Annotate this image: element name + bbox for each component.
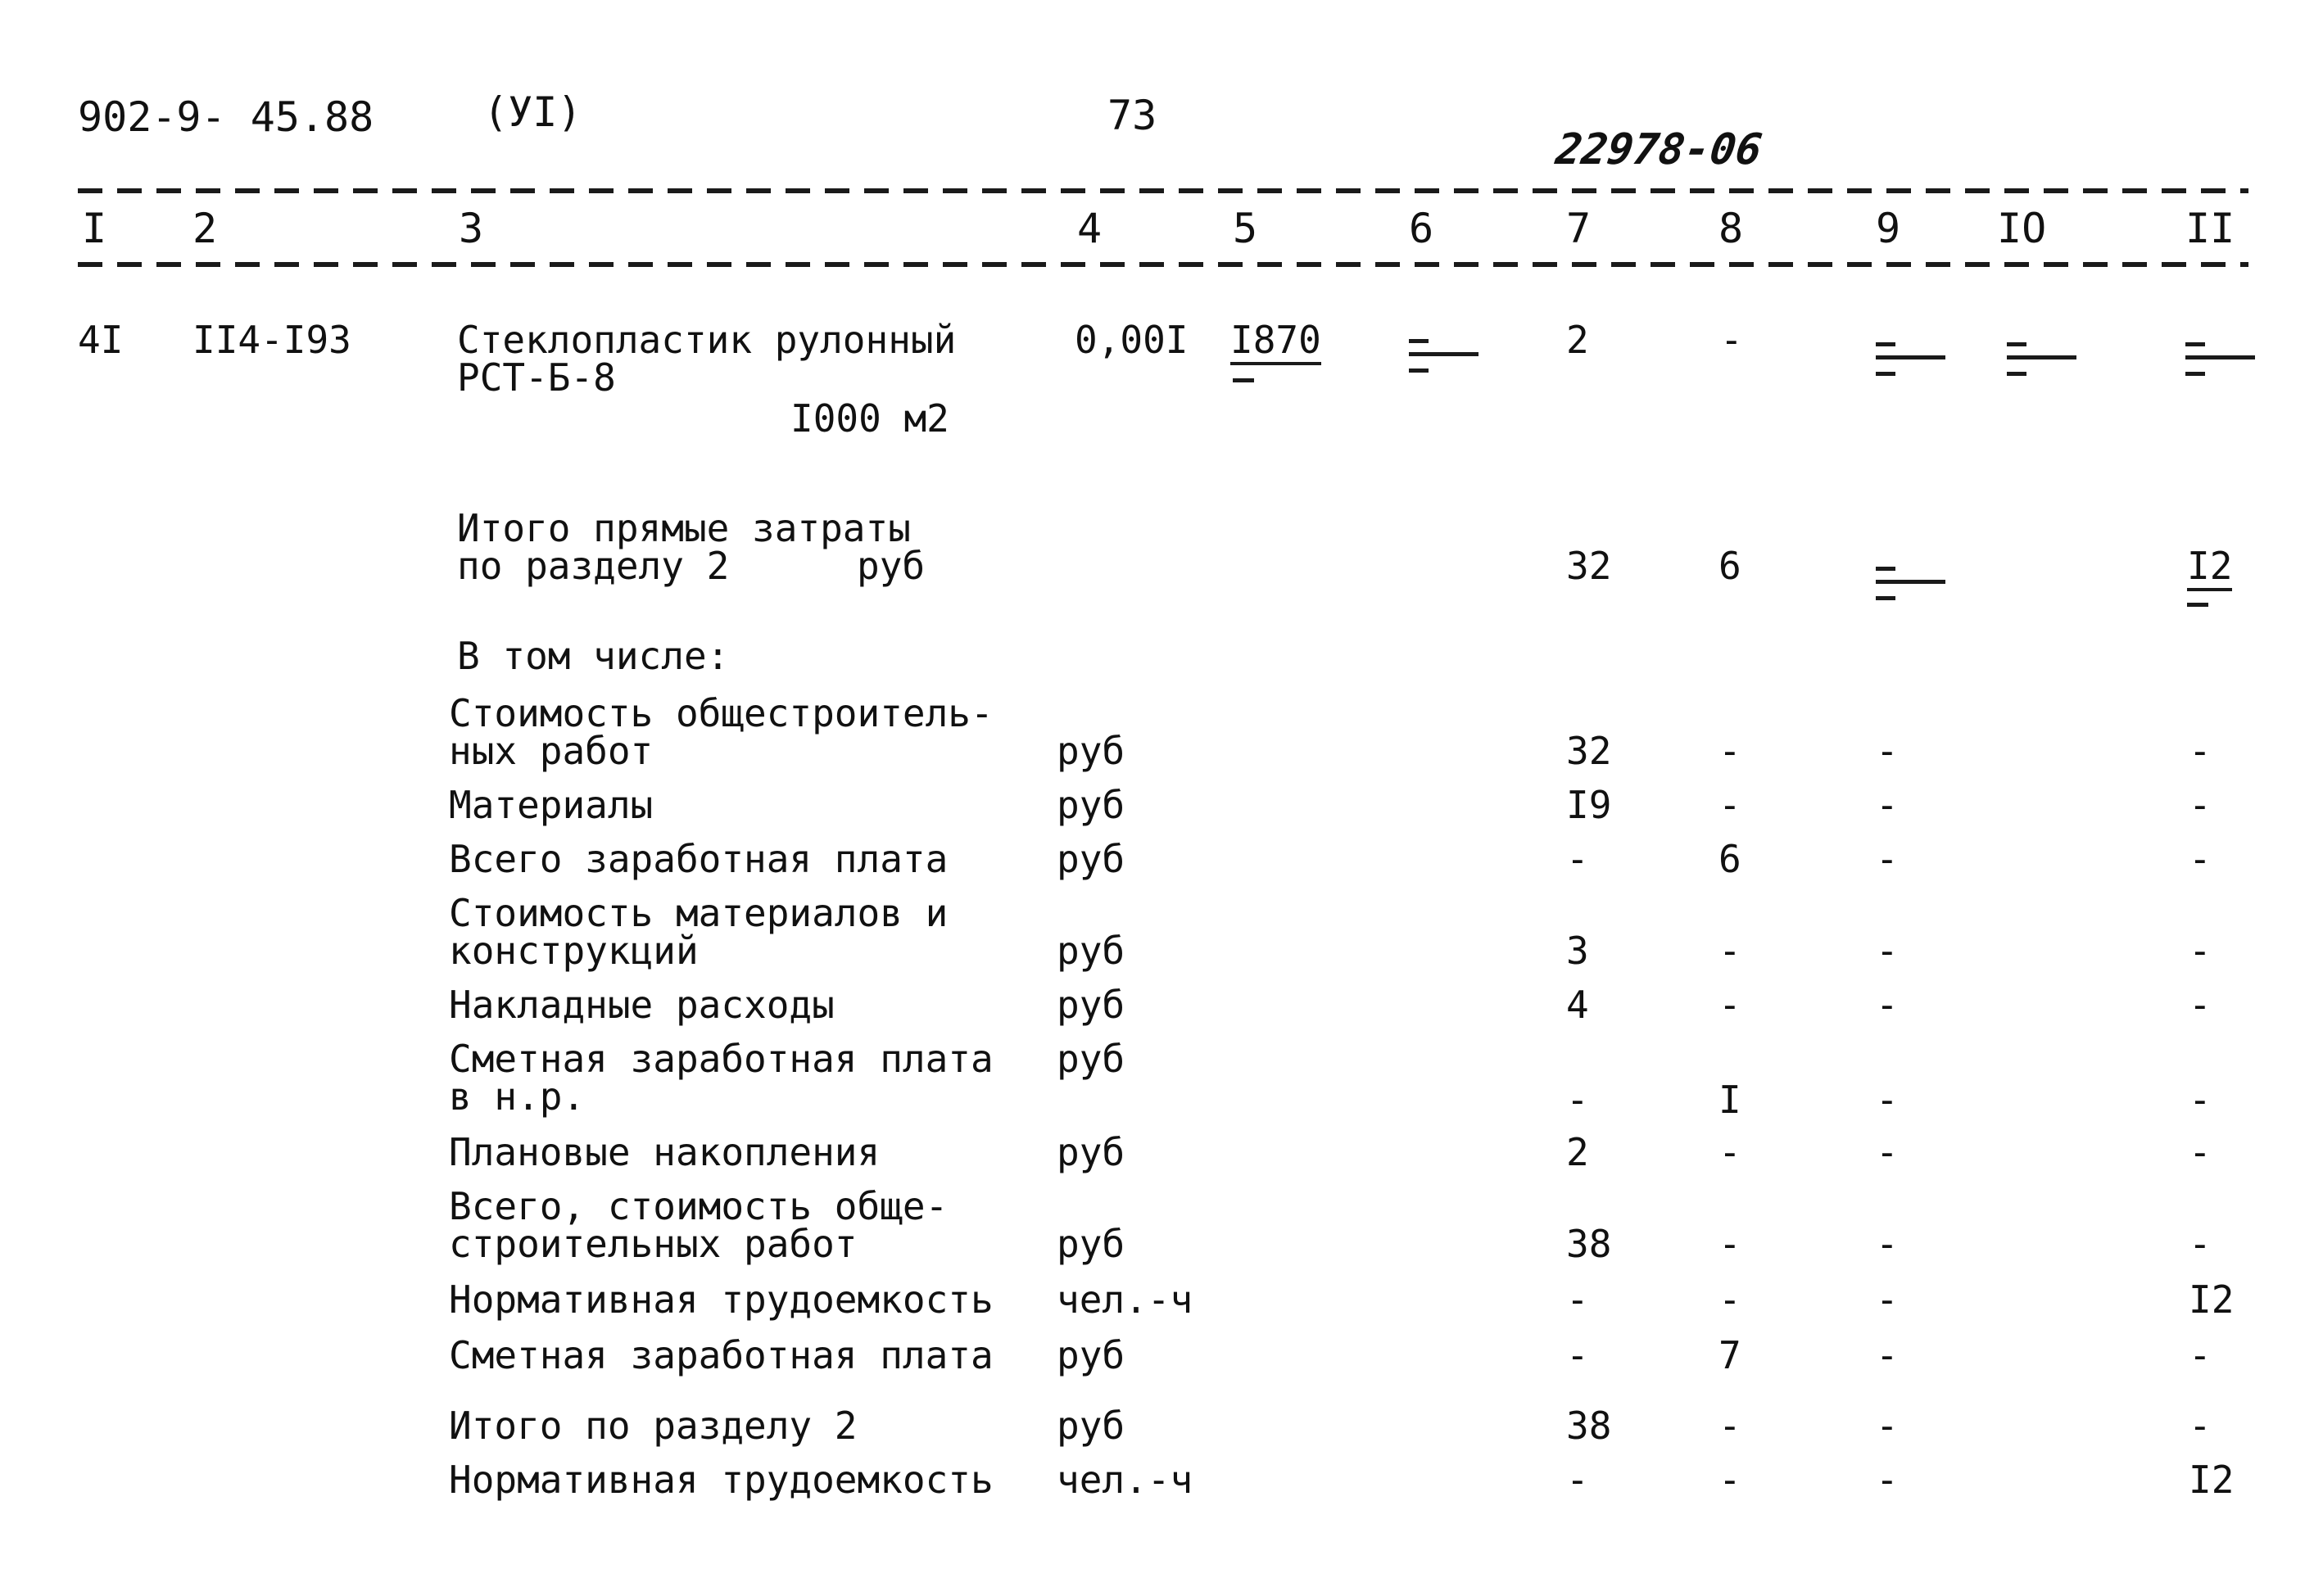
row-4-unit: руб: [1057, 929, 1125, 973]
row-8-name-line2: строительных работ: [449, 1222, 858, 1266]
col-header-4: 4: [1077, 205, 1103, 252]
row-9-col7: -: [1566, 1277, 1589, 1322]
row-2-col7: I9: [1566, 783, 1612, 827]
row-12-unit: чел.-ч: [1057, 1458, 1193, 1502]
total-direct-unit: руб: [857, 544, 926, 588]
stamp-number: 22978-06: [1552, 125, 1765, 174]
row-2-col8: -: [1718, 783, 1741, 827]
doc-code: 902-9- 45.88: [78, 93, 374, 141]
row-1-name-line1: Стоимость общестроитель-: [449, 691, 994, 735]
header-rule-bottom: [78, 262, 2248, 267]
doc-part: (УI): [483, 88, 582, 136]
col-header-1: I: [82, 205, 107, 252]
row-3-col9: -: [1876, 837, 1899, 881]
item-unit: I000 м2: [790, 396, 949, 441]
row-1-col7: 32: [1566, 729, 1612, 773]
total-direct-col11: I2: [2187, 545, 2232, 591]
row-12-col8: -: [1718, 1458, 1741, 1502]
row-12-col7: -: [1566, 1458, 1589, 1502]
row-4-col9: -: [1876, 929, 1899, 973]
row-9-name-line1: Нормативная трудоемкость: [449, 1277, 994, 1322]
row-10-col7: -: [1566, 1333, 1589, 1377]
item-code: II4-I93: [192, 318, 351, 362]
item-name-line1: Стеклопластик рулонный: [457, 318, 957, 362]
total-direct-col8: 6: [1718, 544, 1741, 588]
row-7-col8: -: [1718, 1130, 1741, 1174]
row-6-name-line2: в н.р.: [449, 1074, 586, 1119]
row-9-col11: I2: [2189, 1277, 2235, 1322]
row-1-unit: руб: [1057, 729, 1125, 773]
row-9-unit: чел.-ч: [1057, 1277, 1193, 1322]
row-2-col11: -: [2189, 783, 2212, 827]
col-header-7: 7: [1566, 205, 1592, 252]
col-header-9: 9: [1876, 205, 1901, 252]
row-5-col8: -: [1718, 983, 1741, 1027]
row-7-col9: -: [1876, 1130, 1899, 1174]
row-1-col8: -: [1718, 729, 1741, 773]
row-10-name-line1: Сметная заработная плата: [449, 1333, 994, 1377]
item-name-line2: РСТ-Б-8: [457, 355, 616, 400]
col-header-5: 5: [1233, 205, 1258, 252]
col-header-6: 6: [1409, 205, 1434, 252]
row-4-name-line2: конструкций: [449, 929, 699, 973]
total-col11-dash: [2187, 603, 2208, 607]
row-10-col8: 7: [1718, 1333, 1741, 1377]
row-8-col7: 38: [1566, 1222, 1612, 1266]
row-4-col7: 3: [1566, 929, 1589, 973]
item-price-dash: [1233, 378, 1254, 382]
row-8-name-line1: Всего, стоимость обще-: [449, 1184, 949, 1228]
col-header-2: 2: [192, 205, 218, 252]
row-2-name-line1: Материалы: [449, 783, 654, 827]
row-11-col7: 38: [1566, 1404, 1612, 1448]
row-8-col8: -: [1718, 1222, 1741, 1266]
row-2-unit: руб: [1057, 783, 1125, 827]
row-9-col9: -: [1876, 1277, 1899, 1322]
row-6-col11: -: [2189, 1078, 2212, 1122]
row-3-col8: 6: [1718, 837, 1741, 881]
row-5-col11: -: [2189, 983, 2212, 1027]
row-12-col11: I2: [2189, 1458, 2235, 1502]
col-header-11: II: [2185, 205, 2235, 252]
row-9-col8: -: [1718, 1277, 1741, 1322]
item-col7: 2: [1566, 318, 1589, 362]
col-header-3: 3: [459, 205, 484, 252]
row-11-col11: -: [2189, 1404, 2212, 1448]
row-6-col9: -: [1876, 1078, 1899, 1122]
row-10-col9: -: [1876, 1333, 1899, 1377]
page-number: 73: [1107, 92, 1157, 139]
col-header-8: 8: [1718, 205, 1744, 252]
row-11-col8: -: [1718, 1404, 1741, 1448]
total-direct-line2: по разделу 2: [457, 544, 730, 588]
row-6-col7: -: [1566, 1078, 1589, 1122]
row-1-col11: -: [2189, 729, 2212, 773]
row-6-unit: руб: [1057, 1037, 1125, 1081]
row-2-col9: -: [1876, 783, 1899, 827]
row-6-name-line1: Сметная заработная плата: [449, 1037, 994, 1081]
row-5-col7: 4: [1566, 983, 1589, 1027]
row-1-col9: -: [1876, 729, 1899, 773]
col-header-10: IO: [1997, 205, 2047, 252]
item-col8: -: [1720, 318, 1743, 362]
row-8-unit: руб: [1057, 1222, 1125, 1266]
row-7-col11: -: [2189, 1130, 2212, 1174]
row-8-col11: -: [2189, 1222, 2212, 1266]
row-12-col9: -: [1876, 1458, 1899, 1502]
row-7-col7: 2: [1566, 1130, 1589, 1174]
row-4-col8: -: [1718, 929, 1741, 973]
row-5-name-line1: Накладные расходы: [449, 983, 835, 1027]
row-5-unit: руб: [1057, 983, 1125, 1027]
row-10-unit: руб: [1057, 1333, 1125, 1377]
row-7-name-line1: Плановые накопления: [449, 1130, 881, 1174]
row-8-col9: -: [1876, 1222, 1899, 1266]
item-number: 4I: [78, 318, 124, 362]
row-3-name-line1: Всего заработная плата: [449, 837, 949, 881]
row-11-col9: -: [1876, 1404, 1899, 1448]
row-3-col11: -: [2189, 837, 2212, 881]
row-5-col9: -: [1876, 983, 1899, 1027]
row-4-col11: -: [2189, 929, 2212, 973]
row-11-name-line1: Итого по разделу 2: [449, 1404, 858, 1448]
row-11-unit: руб: [1057, 1404, 1125, 1448]
row-10-col11: -: [2189, 1333, 2212, 1377]
row-6-col8: I: [1718, 1078, 1741, 1122]
including-label: В том числе:: [457, 634, 730, 678]
total-direct-col7: 32: [1566, 544, 1612, 588]
row-1-name-line2: ных работ: [449, 729, 654, 773]
header-rule-top: [78, 188, 2248, 193]
total-direct-line1: Итого прямые затраты: [457, 506, 911, 550]
item-price: I870: [1230, 319, 1321, 365]
row-3-unit: руб: [1057, 837, 1125, 881]
row-12-name-line1: Нормативная трудоемкость: [449, 1458, 994, 1502]
row-7-unit: руб: [1057, 1130, 1125, 1174]
item-quantity: 0,00I: [1075, 318, 1189, 362]
row-3-col7: -: [1566, 837, 1589, 881]
row-4-name-line1: Стоимость материалов и: [449, 891, 949, 935]
